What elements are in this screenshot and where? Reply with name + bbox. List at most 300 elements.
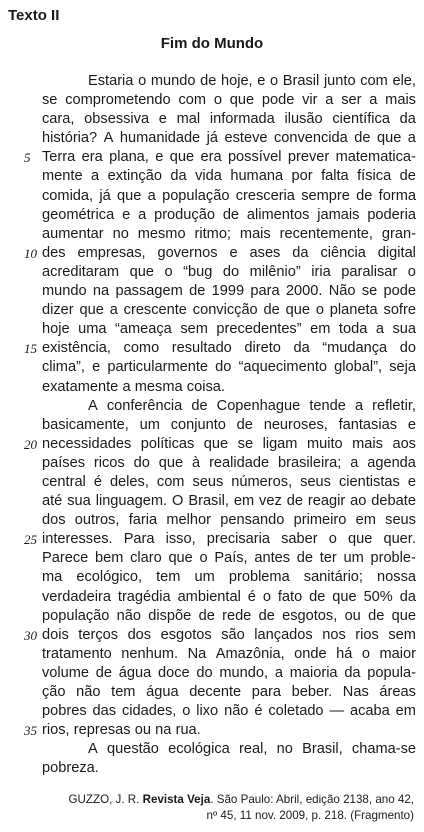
word: e: [92, 359, 101, 376]
word: o: [361, 645, 370, 662]
word: cara,: [42, 111, 75, 128]
word: se: [361, 283, 378, 300]
word: Copenhague: [216, 397, 301, 414]
line-number: 25: [24, 532, 37, 548]
citation-line-2: nº 45, 11 nov. 2009, p. 218. (Fragmento): [206, 809, 414, 822]
word: existência,: [42, 340, 111, 357]
word: sua: [392, 321, 416, 338]
word: vida: [195, 168, 222, 185]
word: O: [172, 493, 184, 510]
word: ambiental: [177, 588, 241, 605]
text-line: [42, 683, 416, 702]
word: e: [229, 244, 238, 261]
word: sem: [180, 321, 208, 338]
word: global”,: [334, 359, 383, 376]
text-line: [42, 721, 416, 740]
text-line: [42, 282, 416, 301]
word: sem: [388, 626, 416, 643]
line-number: 30: [24, 627, 37, 643]
word: cidades,: [121, 703, 177, 720]
citation-line-1: [14, 792, 414, 808]
text-line: [42, 110, 416, 129]
word: países: [42, 454, 85, 471]
text-line: [42, 91, 416, 110]
word: a: [122, 378, 131, 395]
word: ciência: [320, 244, 366, 261]
word: forma: [378, 187, 416, 204]
word: muito: [306, 435, 343, 452]
word: água: [146, 684, 179, 700]
word: ricos: [93, 454, 125, 471]
word: Amazônia,: [215, 645, 285, 662]
word: científica: [332, 111, 390, 128]
word: água: [118, 664, 152, 681]
word: é: [93, 473, 102, 490]
word: tratamento: [42, 645, 112, 662]
word: clima”,: [42, 359, 85, 376]
word: real,: [239, 741, 268, 758]
word: ele,: [392, 73, 416, 89]
word: comida,: [42, 187, 94, 204]
text-line: [42, 492, 416, 511]
word: é: [247, 588, 256, 605]
word: de: [222, 206, 240, 223]
text-line: [42, 568, 416, 587]
word: aos: [392, 435, 416, 452]
word: que: [168, 550, 193, 567]
word: refletir,: [372, 397, 416, 414]
word: fato: [277, 588, 303, 605]
word: Brasil: [282, 73, 320, 89]
word: passagem: [115, 283, 183, 300]
word: antes: [254, 550, 291, 567]
word: e: [407, 416, 416, 433]
word: mundo,: [219, 664, 269, 681]
word: população: [42, 607, 110, 624]
word: de: [236, 416, 253, 433]
word: claro: [130, 550, 162, 567]
word: que: [203, 435, 229, 452]
word: melhor: [166, 512, 211, 529]
text-line: [42, 588, 416, 607]
word: tende: [309, 397, 346, 414]
word: à: [192, 454, 201, 471]
word: mais: [385, 92, 416, 109]
word: rios: [355, 626, 379, 643]
word: dos: [42, 512, 66, 529]
word: ao: [350, 493, 367, 510]
word: o: [199, 550, 208, 567]
text-line: [42, 626, 416, 645]
word: hoje: [42, 321, 70, 338]
line-number: 15: [24, 341, 37, 357]
word: do: [215, 359, 232, 376]
text-line: [42, 378, 416, 397]
word: o: [138, 73, 147, 89]
article-title: Fim do Mundo: [160, 35, 264, 52]
word: era: [81, 149, 103, 166]
word: para: [250, 283, 280, 300]
text-line: [42, 664, 416, 683]
word: de: [286, 493, 303, 510]
text-line: [42, 301, 416, 320]
word: por: [291, 168, 313, 185]
word: rede: [222, 607, 252, 624]
text-line: [42, 416, 416, 435]
word: do: [222, 263, 240, 280]
word: dispõe: [148, 607, 192, 624]
word: se: [237, 435, 254, 452]
word: e: [155, 149, 164, 166]
word: particularmente: [107, 359, 209, 376]
word: não: [224, 703, 249, 720]
word: volume: [42, 664, 90, 681]
word: o: [407, 263, 416, 280]
word: de: [368, 607, 385, 624]
word: de: [309, 588, 326, 605]
word: Brasil,: [302, 741, 343, 758]
word: Parece: [42, 550, 89, 567]
text-line: [42, 148, 416, 167]
word: da: [293, 340, 310, 357]
word: que: [169, 149, 195, 166]
word: ou: [134, 722, 151, 739]
word: a: [109, 302, 118, 319]
text-line: [42, 339, 416, 358]
word: interesses.: [42, 531, 113, 548]
line-number: 35: [24, 723, 37, 739]
word: sua: [67, 493, 91, 510]
word: digital: [377, 244, 416, 261]
text-line: [42, 167, 416, 186]
word: em: [355, 512, 376, 529]
word: maioria: [289, 664, 338, 681]
word: ligam: [262, 435, 298, 452]
word: que: [347, 531, 373, 548]
word: outros,: [74, 512, 120, 529]
text-line: [42, 549, 416, 568]
word: com: [178, 92, 207, 109]
word: que: [285, 302, 310, 319]
word: cresceria: [235, 187, 295, 204]
word: que: [376, 130, 402, 147]
word: esgotos: [160, 626, 212, 643]
word: “mudança: [322, 340, 388, 357]
word: um: [194, 569, 215, 586]
word: ilusão: [284, 111, 323, 128]
word: gran-: [381, 225, 416, 242]
text-line: [42, 244, 416, 263]
word: doce: [158, 664, 190, 681]
line-number: 10: [24, 245, 37, 261]
word: da: [399, 111, 416, 128]
word: é: [254, 703, 263, 720]
word: para: [251, 684, 281, 700]
word: chama-se: [351, 741, 416, 758]
word: ou: [344, 607, 361, 624]
word: seja: [389, 359, 416, 376]
word: esteve: [224, 130, 268, 147]
line-number: 20: [24, 436, 37, 452]
word: prever: [287, 149, 330, 166]
word: no: [276, 741, 293, 758]
word: população: [162, 187, 230, 204]
word: de: [296, 550, 313, 567]
word: mesmo: [137, 225, 186, 242]
text-line: [42, 473, 416, 492]
word: que: [332, 588, 357, 605]
word: dos: [127, 626, 152, 643]
word: números,: [231, 473, 293, 490]
article-body: [42, 72, 416, 778]
citation-publication: Revista Veja: [142, 793, 211, 806]
word: a: [274, 664, 283, 681]
word: do: [133, 454, 150, 471]
word: “aquecimento: [238, 359, 327, 376]
word: pensando: [220, 512, 285, 529]
word: mais: [239, 225, 271, 242]
word: e: [158, 111, 167, 128]
word: se: [42, 92, 58, 109]
word: mais: [352, 435, 383, 452]
word: A: [103, 130, 114, 147]
citation-author: GUZZO, J. R.: [68, 793, 140, 806]
word: alimentos: [246, 206, 310, 223]
word: debate: [371, 493, 416, 510]
word: como: [123, 340, 160, 357]
word: comprometendo: [65, 92, 171, 109]
text-line: [42, 530, 416, 549]
word: poderia: [367, 206, 416, 223]
word: dizer: [42, 302, 74, 319]
text-line: [42, 454, 416, 473]
word: humanidade: [119, 130, 201, 147]
word: extinção: [107, 168, 162, 185]
word: e: [257, 73, 266, 89]
word: das: [92, 703, 117, 720]
word: seus: [192, 473, 224, 490]
word: do: [399, 340, 416, 357]
word: conferência: [106, 397, 183, 414]
word: terços: [78, 626, 119, 643]
word: lançados: [254, 626, 313, 643]
word: na: [92, 283, 110, 300]
text-line: [42, 607, 416, 626]
word: popula-: [367, 664, 416, 681]
word: mundo: [42, 283, 87, 300]
word: com: [360, 73, 388, 89]
word: sanitário;: [303, 569, 363, 586]
word: seus: [300, 473, 331, 490]
word: ter: [319, 550, 337, 567]
word: não: [116, 607, 141, 624]
word: em: [233, 493, 255, 510]
word: ases: [249, 244, 281, 261]
word: com: [156, 473, 185, 490]
word: A: [88, 741, 98, 758]
word: esgotos,: [282, 607, 338, 624]
word: ser: [341, 92, 362, 109]
word: milênio”: [249, 263, 301, 280]
text-line: [42, 435, 416, 454]
word: sempre: [301, 187, 350, 204]
word: vir: [302, 92, 318, 109]
word: acaba: [349, 703, 390, 720]
word: que: [79, 302, 104, 319]
word: ecológico,: [76, 569, 143, 586]
word: iria: [311, 263, 331, 280]
word: A: [88, 397, 98, 414]
word: da: [292, 244, 309, 261]
word: de: [356, 187, 373, 204]
text-line: [42, 206, 416, 225]
word: lixo: [196, 703, 219, 720]
word: matematica-: [335, 149, 416, 166]
word: o: [164, 263, 173, 280]
word: des: [42, 244, 66, 261]
word: dois: [42, 626, 69, 643]
word: decente: [189, 684, 242, 700]
word: jamais: [317, 206, 360, 223]
word: seus: [385, 512, 416, 529]
word: necessidades: [42, 435, 132, 452]
word: isso,: [165, 531, 196, 548]
word: Nas: [342, 684, 369, 700]
word: Terra: [42, 149, 76, 166]
word: era: [200, 149, 222, 166]
text-line: [42, 358, 416, 377]
word: agenda: [367, 454, 416, 471]
word: do: [196, 664, 213, 681]
word: fantasias: [338, 416, 398, 433]
word: neuroses,: [263, 416, 328, 433]
word: convicção: [192, 302, 258, 319]
word: realidade: [209, 454, 270, 471]
word: tem: [156, 569, 181, 586]
word: represas: [73, 722, 131, 739]
word: nossa: [377, 569, 416, 586]
word: o: [270, 73, 279, 89]
word: humana: [230, 168, 284, 185]
word: coletado: [268, 703, 324, 720]
word: que: [129, 263, 154, 280]
word: verdadeira: [42, 588, 111, 605]
word: Para: [123, 531, 155, 548]
word: a: [147, 187, 156, 204]
text-line: [42, 320, 416, 339]
text-line: [42, 129, 416, 148]
word: que: [229, 92, 255, 109]
word: da: [399, 588, 416, 605]
text-line: [42, 511, 416, 530]
line-number: 5: [24, 150, 31, 166]
word: governos: [157, 244, 218, 261]
word: rios,: [42, 722, 70, 739]
word: exatamente: [42, 378, 119, 395]
word: paralisar: [341, 263, 398, 280]
word: resultado: [171, 340, 232, 357]
word: o: [262, 588, 271, 605]
word: são: [221, 626, 245, 643]
word: pobreza.: [42, 760, 99, 777]
word: uma: [78, 321, 107, 338]
word: de: [200, 73, 217, 89]
text-line: [42, 759, 416, 778]
word: ção: [42, 684, 66, 700]
word: reagir: [307, 493, 346, 510]
word: precisaria: [206, 531, 271, 548]
word: central: [42, 473, 86, 490]
word: saber: [281, 531, 318, 548]
citation-details-1: . São Paulo: Abril, edição 2138, ano 42,: [210, 793, 414, 806]
word: questão: [106, 741, 159, 758]
word: história?: [42, 130, 98, 147]
word: tragédia: [117, 588, 171, 605]
word: de: [95, 664, 113, 681]
word: plana,: [109, 149, 149, 166]
word: quer.: [383, 531, 416, 548]
text-line: [42, 645, 416, 664]
word: na: [155, 722, 172, 739]
word: —: [329, 703, 345, 720]
citation: [14, 792, 414, 824]
word: já: [206, 130, 219, 147]
text-line: [42, 72, 416, 91]
word: primeiro: [293, 512, 347, 529]
word: um: [343, 550, 364, 567]
word: “bug: [183, 263, 213, 280]
text-line: [42, 740, 416, 759]
word: tem: [111, 684, 136, 700]
word: a: [375, 321, 384, 338]
word: crescente: [123, 302, 187, 319]
word: mal: [176, 111, 201, 128]
word: que: [158, 454, 184, 471]
word: empresas,: [77, 244, 146, 261]
word: recentemente,: [279, 225, 373, 242]
word: linguagem.: [95, 493, 168, 510]
word: a: [138, 206, 147, 223]
word: de: [399, 168, 416, 185]
word: o: [328, 531, 337, 548]
word: 1999: [211, 283, 245, 300]
word: Estaria: [88, 73, 134, 89]
word: ecológica: [168, 741, 230, 758]
word: ma: [42, 569, 63, 586]
word: onde: [294, 645, 327, 662]
text-line: [42, 187, 416, 206]
word: basicamente,: [42, 416, 129, 433]
text-line: [42, 225, 416, 244]
word: e: [407, 473, 416, 490]
word: não: [76, 684, 101, 700]
word: políticas: [140, 435, 195, 452]
word: vez: [259, 493, 282, 510]
word: Não: [328, 283, 356, 300]
word: pode: [383, 283, 416, 300]
text-line: [42, 397, 416, 416]
word: até: [42, 493, 63, 510]
word: faria: [128, 512, 158, 529]
word: mesma: [134, 378, 183, 395]
word: 2000.: [285, 283, 323, 300]
word: nos: [322, 626, 346, 643]
word: pode: [261, 92, 295, 109]
word: mente: [42, 168, 83, 185]
word: hoje,: [220, 73, 253, 89]
word: planeta: [329, 302, 378, 319]
word: de: [189, 283, 206, 300]
